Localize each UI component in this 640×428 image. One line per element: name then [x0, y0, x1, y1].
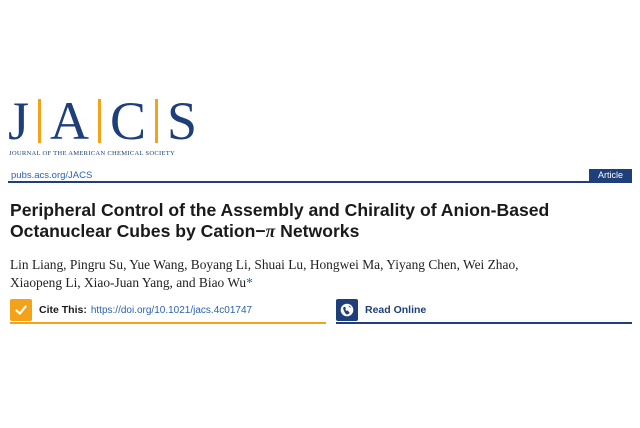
title-line-2-prefix: Octanuclear Cubes by Cation−: [10, 221, 266, 241]
globe-icon-graphic: [339, 302, 355, 318]
title-line-2: [10, 221, 630, 242]
journal-url-link[interactable]: pubs.acs.org/JACS: [11, 170, 93, 181]
logo-divider: [155, 99, 158, 143]
journal-subtitle: JOURNAL OF THE AMERICAN CHEMICAL SOCIETY: [9, 150, 175, 157]
title-line-2-suffix: Networks: [275, 221, 360, 241]
checkmark-icon: [10, 299, 32, 321]
corresponding-author-mark[interactable]: *: [246, 275, 253, 290]
paper-title: [10, 200, 630, 242]
logo-divider: [98, 99, 101, 143]
logo-letter-s: S: [167, 91, 198, 151]
cite-this-bar: [10, 298, 326, 324]
authors-line-2: [10, 274, 630, 292]
title-line-1: Peripheral Control of the Assembly and Chirality of Anion-Based: [10, 200, 550, 220]
author-list: [10, 256, 630, 292]
header-divider: [8, 181, 632, 183]
logo-letter-c: C: [110, 91, 147, 151]
jacs-logo: [8, 91, 238, 160]
globe-icon: [336, 299, 358, 321]
doi-link[interactable]: https://doi.org/10.1021/jacs.4c01747: [90, 304, 253, 316]
article-type-badge: Article: [589, 169, 632, 182]
jacs-logo-letters: [8, 91, 198, 151]
cite-this-label: Cite This:: [39, 304, 87, 316]
logo-letter-a: A: [50, 91, 90, 151]
read-online-button[interactable]: [336, 298, 632, 324]
pi-symbol: π: [265, 221, 276, 241]
authors-line-2-text: Xiaopeng Li, Xiao-Juan Yang, and Biao Wu: [10, 275, 247, 290]
logo-divider: [38, 99, 41, 143]
authors-line-1: Lin Liang, Pingru Su, Yue Wang, Boyang Li, Shuai Lu, Hongwei Ma, Yiyang Chen, Wei Zhao,: [10, 257, 519, 272]
read-online-label: Read Online: [365, 304, 427, 316]
logo-letter-j: J: [8, 91, 30, 151]
checkmark-icon-graphic: [14, 303, 28, 317]
